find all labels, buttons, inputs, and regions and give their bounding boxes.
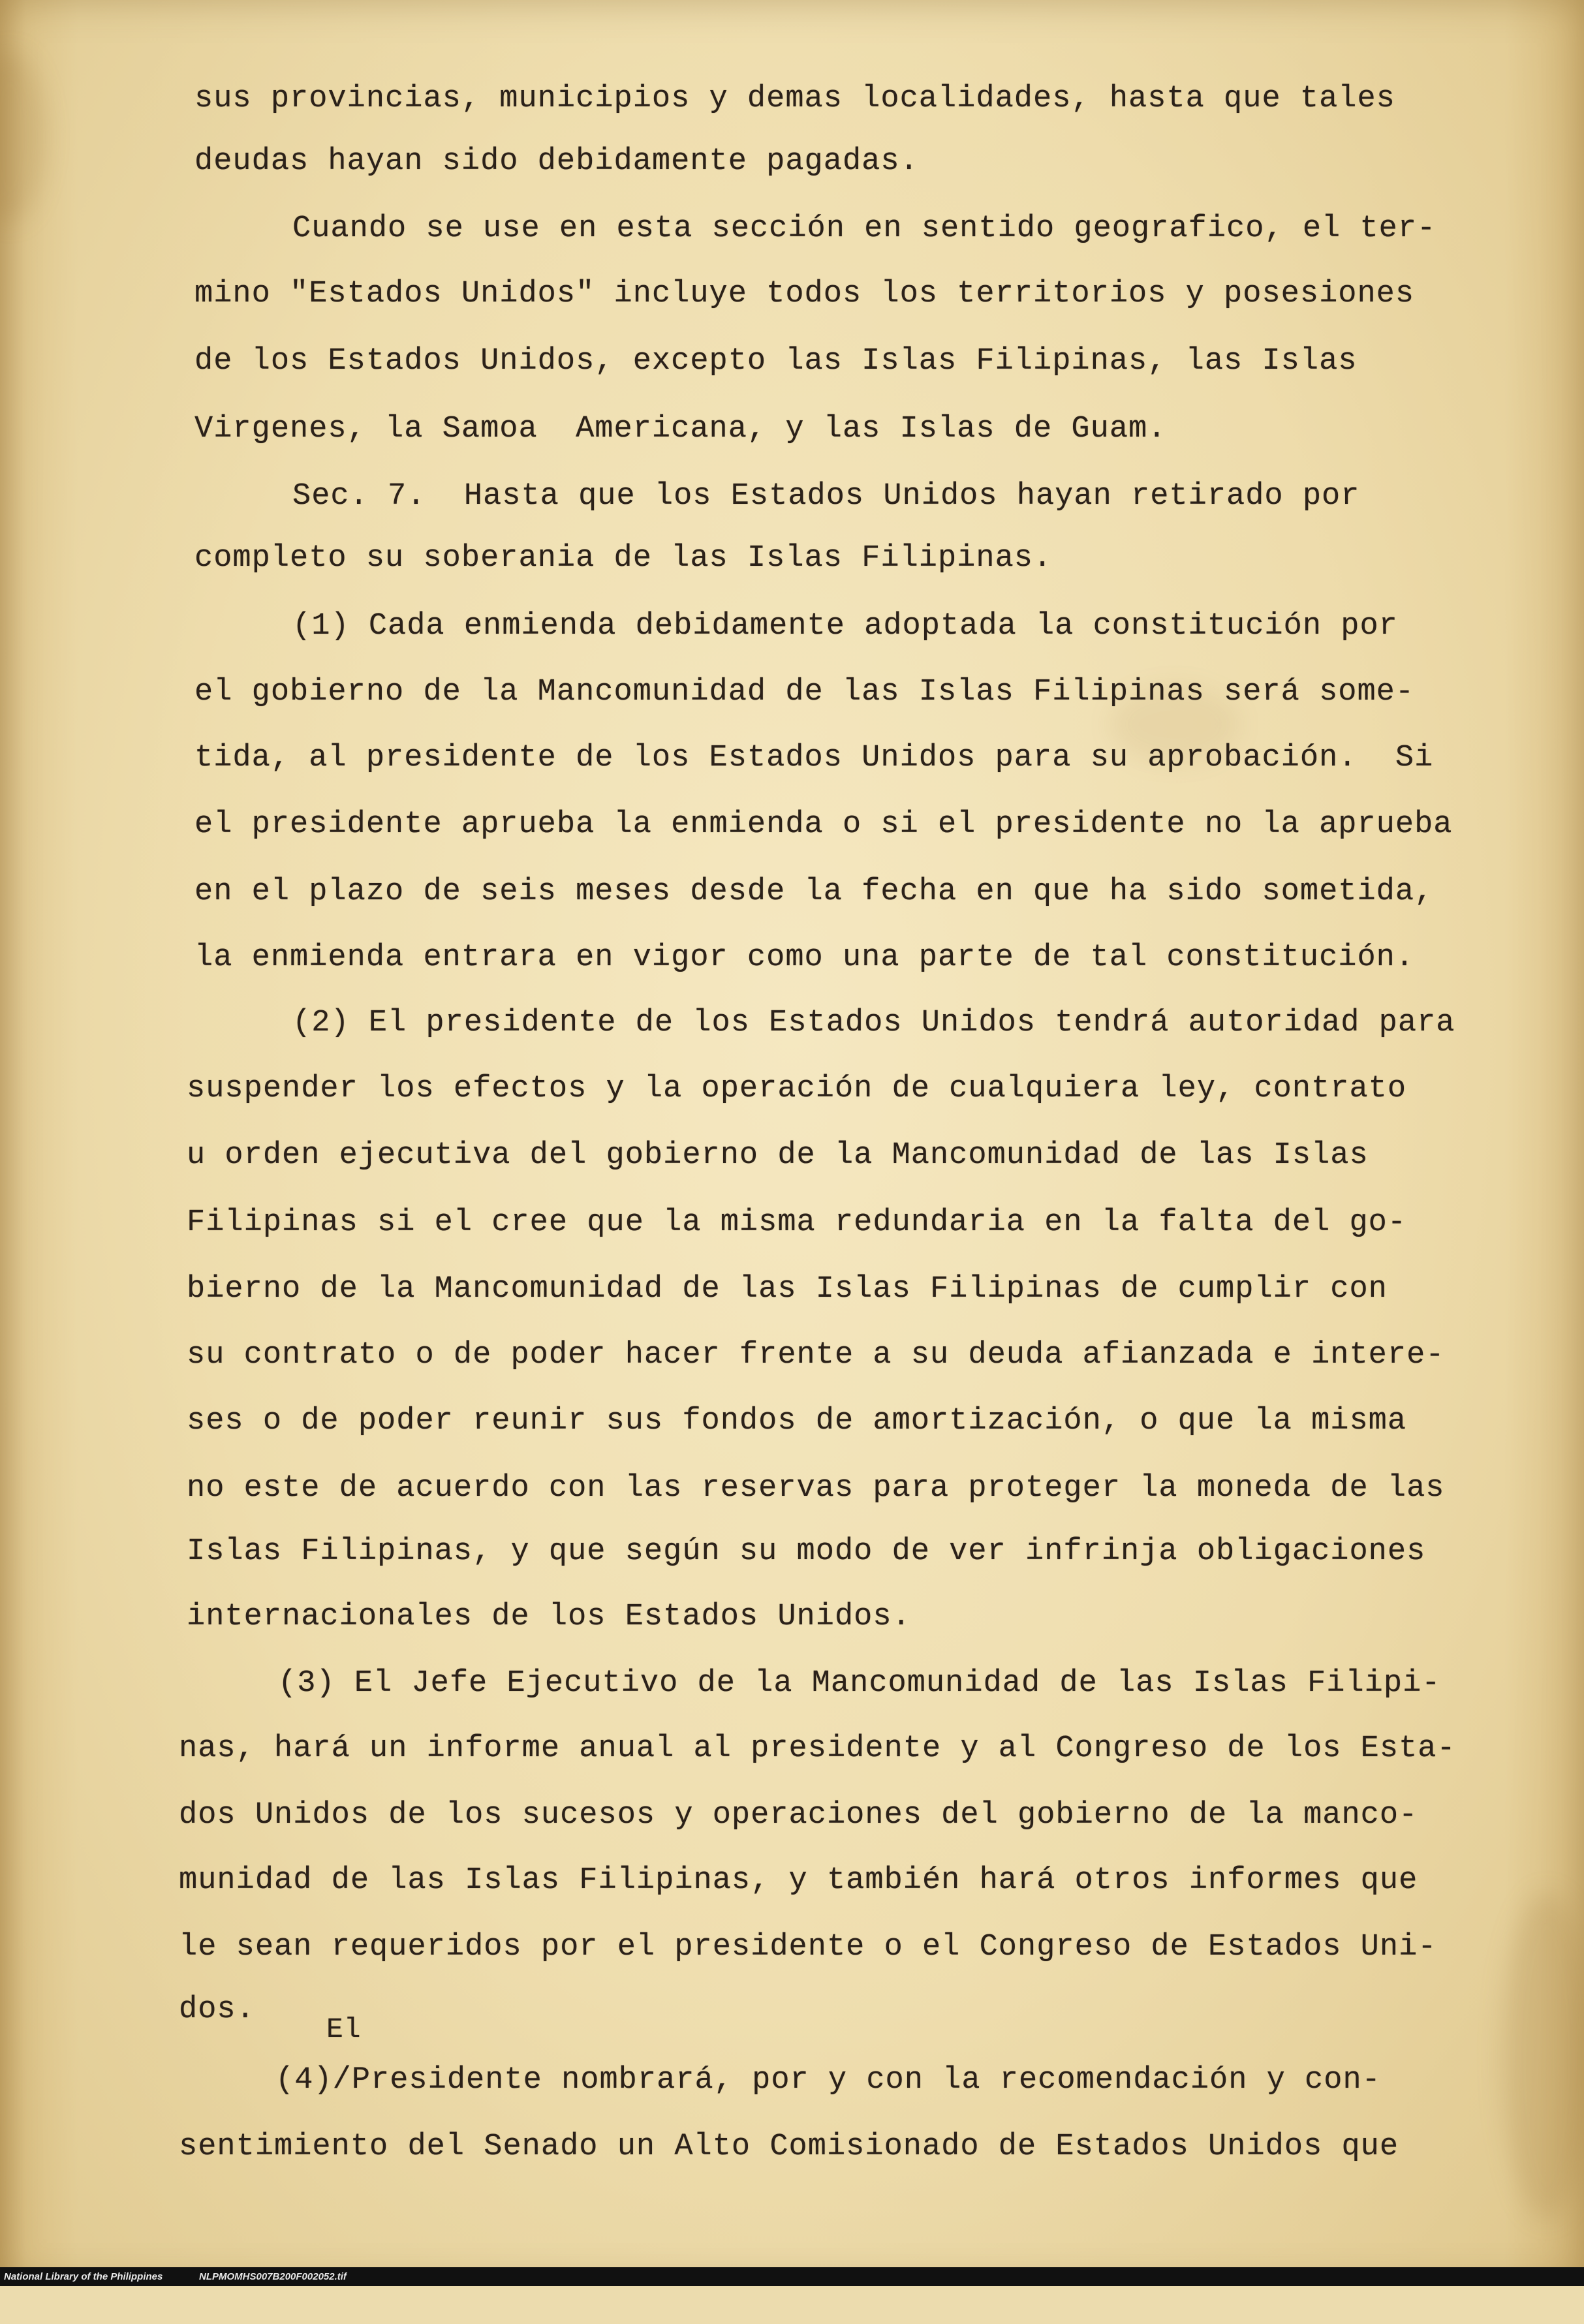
text-line: mino "Estados Unidos" incluye todos los territorios y posesiones <box>194 277 1415 311</box>
footer-institution: National Library of the Philippines <box>4 2271 163 2282</box>
text-line: (4)/Presidente nombrará, por y con la recomendación y con- <box>275 2063 1381 2098</box>
text-line: dos Unidos de los sucesos y operaciones del gobierno de la manco- <box>179 1798 1418 1833</box>
archive-footer-bar <box>0 2267 1584 2286</box>
text-line: (1) Cada enmienda debidamente adoptada la constitución por <box>292 609 1398 643</box>
text-line: sus provincias, municipios y demas localidades, hasta que tales <box>194 82 1395 116</box>
footer-file-id: NLPMOMHS007B200F002052.tif <box>199 2271 347 2282</box>
text-line: (2) El presidente de los Estados Unidos tendrá autoridad para <box>292 1006 1455 1040</box>
text-line: le sean requeridos por el presidente o el Congreso de Estados Uni- <box>179 1930 1437 1964</box>
text-line: el gobierno de la Mancomunidad de las Islas Filipinas será some- <box>194 675 1415 709</box>
text-line: munidad de las Islas Filipinas, y también hará otros informes que <box>179 1863 1418 1898</box>
paper-stain <box>0 52 46 222</box>
text-line: dos. <box>179 1992 255 2027</box>
handwritten-insertion: El <box>326 2013 362 2045</box>
text-line: tida, al presidente de los Estados Unidos para su aprobación. Si <box>194 741 1434 775</box>
text-line: en el plazo de seis meses desde la fecha en que ha sido sometida, <box>194 875 1434 909</box>
text-line: deudas hayan sido debidamente pagadas. <box>194 144 919 179</box>
text-line: no este de acuerdo con las reservas para proteger la moneda de las <box>187 1471 1445 1506</box>
text-line: Islas Filipinas, y que según su modo de ver infrinja obligaciones <box>187 1534 1426 1569</box>
text-line: bierno de la Mancomunidad de las Islas Filipinas de cumplir con <box>187 1272 1388 1307</box>
text-line: sentimiento del Senado un Alto Comisionado de Estados Unidos que <box>179 2130 1399 2164</box>
text-line: su contrato o de poder hacer frente a su deuda afianzada e intere- <box>187 1338 1445 1372</box>
text-line: la enmienda entrara en vigor como una parte de tal constitución. <box>194 940 1415 975</box>
text-line: Virgenes, la Samoa Americana, y las Islas de Guam. <box>194 412 1167 446</box>
text-line: ses o de poder reunir sus fondos de amortización, o que la misma <box>187 1404 1407 1438</box>
text-line: completo su soberania de las Islas Filipinas. <box>194 541 1053 576</box>
text-line: internacionales de los Estados Unidos. <box>187 1600 911 1634</box>
text-line: de los Estados Unidos, excepto las Islas Filipinas, las Islas <box>194 344 1358 379</box>
text-line: nas, hará un informe anual al presidente y al Congreso de los Esta- <box>179 1731 1456 1766</box>
text-line: Filipinas si el cree que la misma redundaria en la falta del go- <box>187 1205 1407 1240</box>
text-line: (3) El Jefe Ejecutivo de la Mancomunidad de las Islas Filipi- <box>278 1666 1441 1701</box>
text-line: el presidente aprueba la enmienda o si el presidente no la aprueba <box>194 807 1453 842</box>
text-line: u orden ejecutiva del gobierno de la Mancomunidad de las Islas <box>187 1138 1369 1173</box>
text-line: Cuando se use en esta sección en sentido geografico, el ter- <box>292 211 1436 246</box>
section-heading-line: Sec. 7. Hasta que los Estados Unidos hayan retirado por <box>292 479 1360 514</box>
paper-stain <box>1501 1893 1584 2219</box>
text-line: suspender los efectos y la operación de cualquiera ley, contrato <box>187 1072 1407 1106</box>
